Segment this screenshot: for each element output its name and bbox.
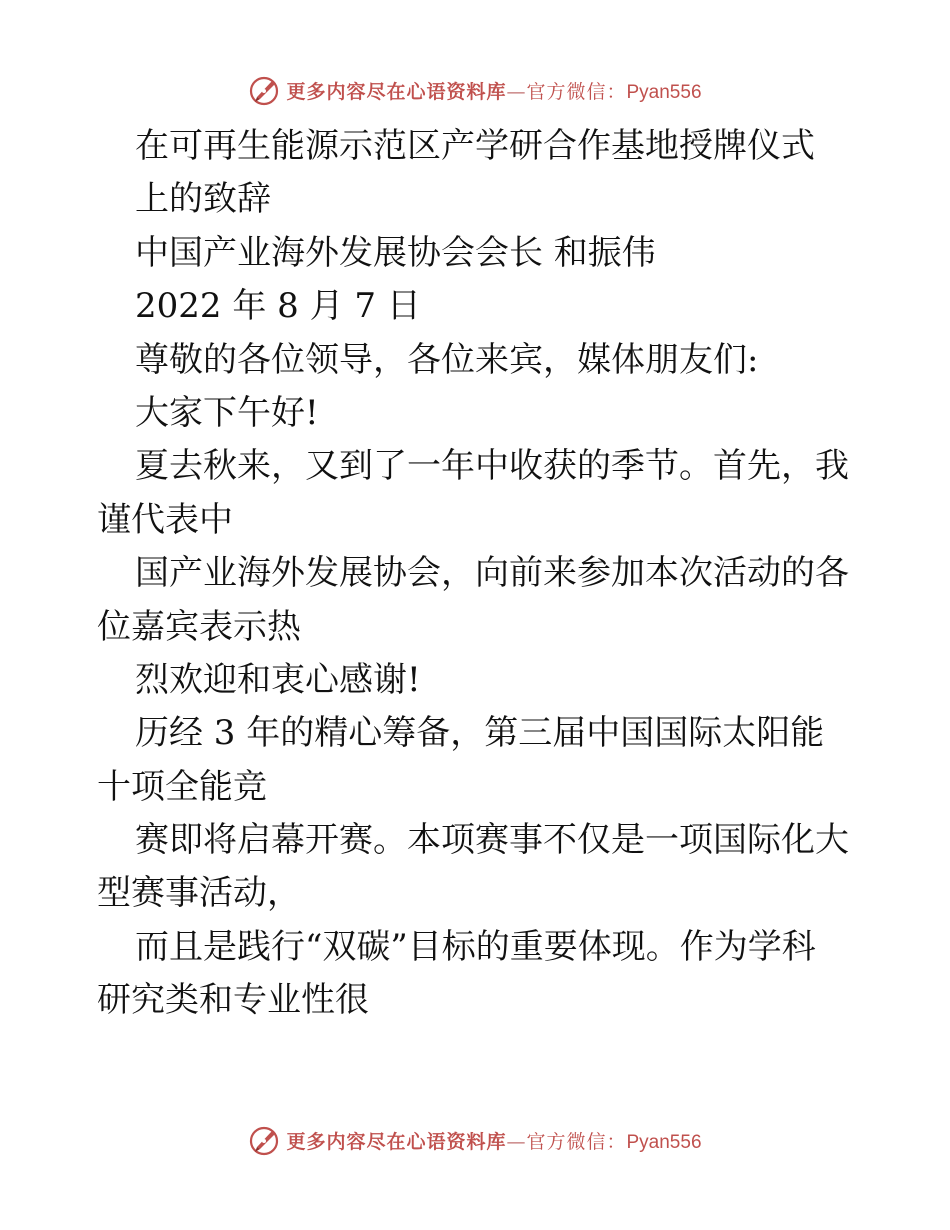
quill-logo-icon bbox=[248, 73, 282, 107]
quill-logo-icon bbox=[248, 1123, 282, 1157]
paragraph-line: 十项全能竞 bbox=[97, 766, 267, 807]
paragraph-line: 历经 3 年的精心筹备，第三届中国国际太阳能 bbox=[135, 713, 825, 754]
date-line: 2022 年 8 月 7 日 bbox=[135, 286, 421, 327]
document-body bbox=[97, 120, 857, 1028]
paragraph-line: 谨代表中 bbox=[97, 499, 233, 540]
header-banner-text bbox=[286, 77, 701, 104]
header-banner-account: Pyan556 bbox=[626, 81, 702, 103]
header-banner-separator: — bbox=[506, 80, 527, 103]
author-line: 中国产业海外发展协会会长 和振伟 bbox=[135, 232, 656, 273]
footer-banner-text bbox=[286, 1127, 701, 1154]
paragraph-line: 赛即将启幕开赛。本项赛事不仅是一项国际化大 bbox=[135, 820, 849, 861]
paragraph-line: 而且是践行“双碳”目标的重要体现。作为学科 bbox=[135, 926, 816, 967]
paragraph-line: 夏去秋来，又到了一年中收获的季节。首先，我 bbox=[135, 446, 849, 487]
footer-banner-separator: — bbox=[506, 1130, 527, 1153]
paragraph-line: 位嘉宾表示热 bbox=[97, 606, 301, 647]
header-banner-label: 官方微信： bbox=[526, 80, 627, 103]
paragraph-line: 烈欢迎和衷心感谢! bbox=[135, 659, 421, 700]
title-line-1: 在可再生能源示范区产学研合作基地授牌仪式 bbox=[135, 126, 815, 166]
greeting-line: 大家下午好! bbox=[135, 392, 319, 433]
salutation-line: 尊敬的各位领导，各位来宾，媒体朋友们: bbox=[135, 339, 759, 380]
footer-banner-label: 官方微信： bbox=[526, 1130, 627, 1153]
header-banner bbox=[0, 70, 950, 110]
footer-banner-main: 更多内容尽在心语资料库 bbox=[286, 1130, 507, 1153]
paragraph-line: 国产业海外发展协会，向前来参加本次活动的各 bbox=[135, 553, 849, 594]
paragraph-line: 型赛事活动， bbox=[97, 873, 301, 914]
header-banner-main: 更多内容尽在心语资料库 bbox=[286, 80, 507, 103]
footer-banner bbox=[0, 1120, 950, 1160]
title-line-2: 上的致辞 bbox=[135, 179, 271, 220]
paragraph-line: 研究类和专业性很 bbox=[97, 980, 369, 1021]
footer-banner-account: Pyan556 bbox=[626, 1131, 702, 1153]
